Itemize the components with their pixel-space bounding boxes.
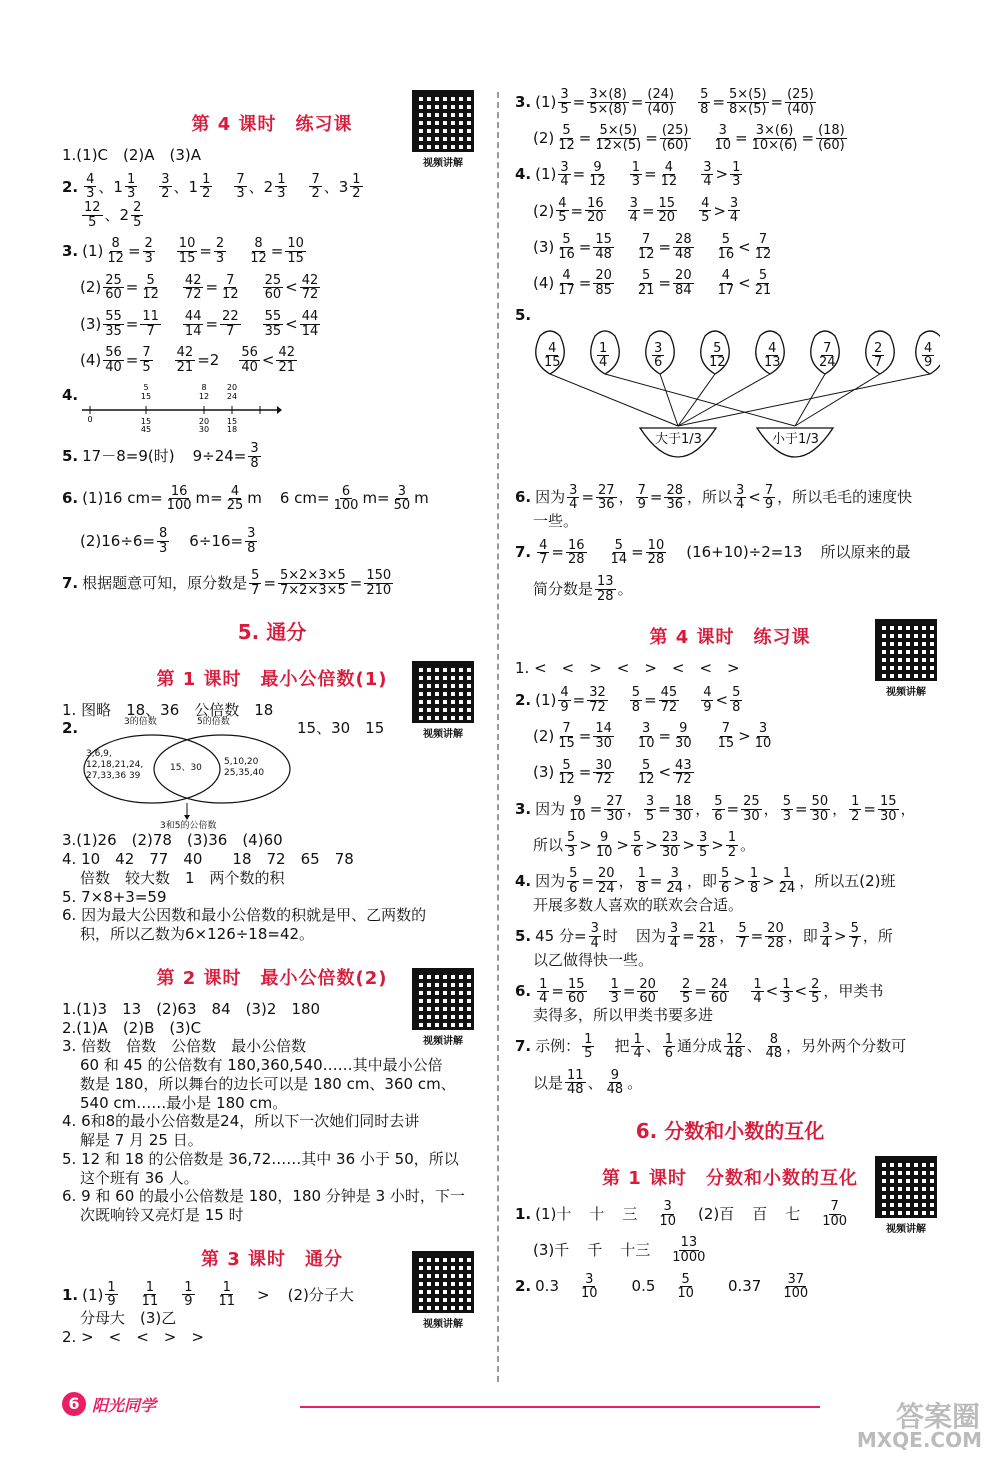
- answer-line: 2.(1)A (2)B (3)C: [62, 1018, 202, 1037]
- lesson-title: 第 1 课时 最小公倍数(1): [156, 668, 388, 690]
- answer-line: 3.(1)26 (2)78 (3)36 (4)60: [62, 831, 283, 850]
- pear-fraction: $\frac{7}{24}$: [819, 340, 836, 371]
- answer-line: (2)16÷6= $\frac{8}{3}$ 6÷16= $\frac{3}{8}$: [80, 526, 256, 556]
- qr-code-block[interactable]: [875, 619, 937, 698]
- answer-line: (3) $\frac{5}{12}$ = $\frac{30}{72}$ $\frac{5}{12}$ < $\frac{43}{72}$: [533, 757, 692, 788]
- answer-line: 所以 $\frac{5}{3}$ > $\frac{9}{10}$ > $\frac{5}{6}$ > $\frac{23}{30}$ > $\frac{3}{5}$ > $\frac{1}{2}$ 。: [533, 830, 756, 860]
- svg-text:20: 20: [226, 383, 238, 393]
- watermark-url: MXQE.COM: [856, 1428, 982, 1452]
- pear-fraction: $\frac{4}{9}$: [924, 340, 933, 371]
- qr-code-icon[interactable]: [412, 1251, 474, 1313]
- answer-line: $\frac{12}{5}$ 、2 $\frac{2}{5}$: [84, 200, 142, 230]
- answer-line: 5. 45 分= $\frac{3}{4}$ 时 因为 $\frac{3}{4}$ = $\frac{21}{28}$ ， $\frac{5}{7}$ = $\frac{20}{28}$ ，即 $\frac{3}{4}$ > $\frac{5}{7}$ ，所: [515, 921, 893, 952]
- bowl-greater-label: 大于1/3: [655, 431, 702, 447]
- answer-line: 以是 $\frac{11}{48}$ 、 $\frac{9}{48}$ 。: [533, 1067, 643, 1098]
- answer-line: 5. 7×8+3=59: [62, 887, 167, 906]
- answer-line: 1. 图略 18、36 公倍数 18: [62, 700, 274, 719]
- answer-line: 解是 7 月 25 日。: [80, 1131, 203, 1150]
- pear-fraction: $\frac{4}{15}$: [544, 340, 561, 371]
- answer-line: (3) $\frac{5}{16}$ = $\frac{15}{48}$ $\frac{7}{12}$ = $\frac{28}{48}$ $\frac{5}{16}$ < $\frac{7}{12}$: [533, 232, 772, 262]
- svg-text:15: 15: [140, 392, 152, 402]
- answer-line: 6. $\frac{1}{4}$ = $\frac{15}{60}$ $\frac{1}{3}$ = $\frac{20}{60}$ $\frac{2}{5}$ = $\frac{24}{60}$ $\frac{1}{4}$ < $\frac{1}{3}$ < $\frac{2}{5}$ ，甲类书: [515, 976, 884, 1007]
- answer-line: 以乙做得快一些。: [533, 950, 654, 969]
- qr-label: 视频讲解: [423, 728, 463, 740]
- answer-line: (3) $\frac{55}{35}$ = $\frac{11}{7}$ $\frac{44}{14}$ = $\frac{22}{7}$ $\frac{55}{35}$ < $\frac{44}{14}$: [80, 308, 319, 339]
- answer-line: (2) $\frac{5}{12}$ = $\frac{5\times(5)}{12\times(5)}$ = $\frac{(25)}{(60)}$ $\frac{3}{10}$ = $\frac{3\times(6)}{10\times(6)}$ = $\frac{(18)}{(60)}$: [533, 123, 845, 153]
- svg-text:45: 45: [140, 425, 152, 435]
- svg-text:0: 0: [87, 415, 93, 425]
- qr-code-icon[interactable]: [412, 90, 474, 152]
- svg-text:18: 18: [226, 425, 238, 435]
- answer-line: 积，所以乙数为6×126÷18=42。: [80, 925, 315, 944]
- svg-text:30: 30: [198, 425, 210, 435]
- qr-label: 视频讲解: [423, 158, 463, 169]
- lesson-block: [515, 623, 945, 699]
- qr-code-icon[interactable]: [875, 619, 937, 681]
- answer-line: 6. 9 和 60 的最小公倍数是 180，180 分钟是 3 小时，下一: [62, 1187, 465, 1206]
- answer-line: 7. 根据题意可知，原分数是 $\frac{5}{7}$ = $\frac{5\times 2\times 3\times 5}{7\times 2\times 3\times 5}$ = $\frac{150}{210}$: [62, 568, 392, 598]
- answer-line: 1.(1)3 13 (2)63 84 (3)2 180: [62, 999, 321, 1018]
- footer-line: [300, 1406, 820, 1408]
- page-number: 6: [62, 1392, 86, 1416]
- svg-text:5: 5: [143, 383, 149, 393]
- qr-code-block[interactable]: [875, 1156, 937, 1235]
- section-title: 6. 分数和小数的互化: [635, 1119, 825, 1144]
- qr-code-icon[interactable]: [412, 968, 474, 1030]
- watermark: 答案圈: [895, 1400, 980, 1433]
- answer-line: 540 cm……最小是 180 cm。: [80, 1093, 288, 1112]
- answer-line: 卖得多，所以甲类书要多进: [533, 1005, 714, 1024]
- pear-fraction: $\frac{3}{6}$: [654, 340, 663, 371]
- answer-line: 这个班有 36 人。: [80, 1168, 199, 1187]
- svg-text:8: 8: [201, 383, 207, 393]
- answer-line: 一些。: [533, 511, 579, 530]
- answer-line: 2. 0.3 $\frac{3}{10}$ 0.5 $\frac{5}{10}$ 0.37 $\frac{37}{100}$: [515, 1271, 809, 1302]
- answer-line: 2. $\frac{4}{3}$ 、1 $\frac{1}{3}$ $\frac{3}{2}$ 、1 $\frac{1}{2}$ $\frac{7}{3}$ 、2 $\frac{1}{3}$ $\frac{7}{2}$ 、3 $\frac{1}{2}$: [62, 171, 361, 202]
- answer-line: 60 和 45 的公倍数有 180,360,540……其中最小公倍: [80, 1056, 443, 1075]
- answer-line: 4. 10 42 77 40 18 72 65 78: [62, 850, 354, 869]
- answer-line: (4) $\frac{4}{17}$ = $\frac{20}{85}$ $\frac{5}{21}$ = $\frac{20}{84}$ $\frac{4}{17}$ < $\frac{5}{21}$: [533, 268, 772, 299]
- pear-fraction: $\frac{4}{13}$: [764, 340, 781, 371]
- svg-text:12: 12: [198, 392, 210, 402]
- page-footer: [62, 1392, 156, 1416]
- qr-label: 视频讲解: [886, 687, 926, 699]
- lesson-title: 第 1 课时 分数和小数的互化: [601, 1168, 859, 1190]
- answer-line: 6. (1)16 cm= $\frac{16}{100}$ m= $\frac{4}{25}$ m 6 cm= $\frac{6}{100}$ m= $\frac{3}{50}$ m: [62, 483, 429, 514]
- lesson-title: 第 3 课时 通分: [200, 1248, 344, 1270]
- pear-fraction: $\frac{1}{4}$: [599, 340, 608, 371]
- answer-line: 1. (1)十 十 三 $\frac{3}{10}$ (2)百 百 七 $\frac{7}{100}$: [515, 1199, 848, 1229]
- answer-line: 3. 倍数 倍数 公倍数 最小公倍数: [62, 1037, 307, 1056]
- left-column: [62, 88, 482, 1347]
- qr-code-block[interactable]: [412, 968, 474, 1047]
- answer-line: 开展多数人喜欢的联欢会合适。: [533, 895, 744, 914]
- answer-line: 分母大 (3)乙: [80, 1309, 177, 1328]
- answer-line: 2. (1) $\frac{4}{9}$ = $\frac{32}{72}$ $\frac{5}{8}$ = $\frac{45}{72}$ $\frac{4}{9}$ < $\frac{5}{8}$: [515, 685, 741, 715]
- answer-line: 4. 因为 $\frac{5}{6}$ = $\frac{20}{24}$ ， $\frac{1}{8}$ = $\frac{3}{24}$ ，即 $\frac{5}{6}$ > $\frac{1}{8}$ > $\frac{1}{24}$ ，所以五(2)班: [515, 866, 896, 897]
- svg-text:15: 15: [226, 417, 238, 427]
- answer-line: 7. 示例： $\frac{1}{5}$ 把 $\frac{1}{4}$ 、 $\frac{1}{6}$ 通分成 $\frac{12}{48}$ 、 $\frac{8}{48}$ ，另外两个分数可: [515, 1031, 907, 1062]
- brand-logo: 阳光同学: [92, 1395, 157, 1415]
- number-line: [82, 382, 282, 434]
- qr-code-icon[interactable]: [875, 1156, 937, 1218]
- qr-code-block[interactable]: [412, 90, 474, 169]
- pear-fraction: $\frac{5}{12}$: [709, 340, 726, 371]
- pear-fraction: $\frac{2}{7}$: [874, 340, 883, 371]
- right-column: [515, 88, 945, 1301]
- answer-line: 2. 3的倍数 5的倍数 3,6,9, 12,18,21,24, 27,33,36 39 15、30 5,10,20 25,35,40 3和5的公倍数 15、30 15: [62, 717, 385, 832]
- answer-line: 次既响铃又亮灯是 15 时: [80, 1206, 244, 1225]
- answer-line: 2. > < < > >: [62, 1327, 204, 1346]
- bowl-less-label: 小于1/3: [772, 431, 819, 447]
- qr-label: 视频讲解: [423, 1035, 463, 1047]
- answer-line: 6. 因为 $\frac{3}{4}$ = $\frac{27}{36}$ ， $\frac{7}{9}$ = $\frac{28}{36}$ ，所以 $\frac{3}{4}$ < $\frac{7}{9}$ ，所以毛毛的速度快: [515, 482, 913, 513]
- svg-text:20: 20: [198, 417, 210, 427]
- answer-line: 1. (1) $\frac{1}{9}$ $\frac{1}{11}$ $\frac{1}{9}$ $\frac{1}{11}$ > (2)分子大: [62, 1279, 354, 1310]
- answer-line: (2) $\frac{7}{15}$ = $\frac{14}{30}$ $\frac{3}{10}$ = $\frac{9}{30}$ $\frac{7}{15}$ > $\frac{3}{10}$: [533, 721, 772, 751]
- answer-line: (4) $\frac{56}{40}$ = $\frac{7}{5}$ $\frac{42}{21}$ =2 $\frac{56}{40}$ < $\frac{42}{21}$: [80, 345, 295, 375]
- section-title: 5. 通分: [237, 619, 307, 644]
- column-divider: [497, 92, 499, 1382]
- answer-line: 3. (1) $\frac{8}{12}$ = $\frac{2}{3}$ $\frac{10}{15}$ = $\frac{2}{3}$ $\frac{8}{12}$ = $\frac{10}{15}$: [62, 236, 304, 266]
- answer-line: 数是 180，所以舞台的边长可以是 180 cm、360 cm、: [80, 1074, 456, 1093]
- lesson-title: 第 2 课时 最小公倍数(2): [156, 967, 388, 989]
- answer-line: 4. 0 5 15 15 45 8 12 20 30 20 24 15 18: [62, 382, 482, 434]
- answer-line: (2) $\frac{4}{5}$ = $\frac{16}{20}$ $\frac{3}{4}$ = $\frac{15}{20}$ $\frac{4}{5}$ > $\frac{3}{4}$: [533, 195, 739, 226]
- svg-text:24: 24: [226, 392, 238, 402]
- lesson-title: 第 4 课时 练习课: [649, 627, 811, 649]
- answer-line: 4. 6和8的最小公倍数是24，所以下一次她们同时去讲: [62, 1112, 420, 1131]
- answer-line: 4. (1) $\frac{3}{4}$ = $\frac{9}{12}$ $\frac{1}{3}$ = $\frac{4}{12}$ $\frac{3}{4}$ > $\frac{1}{3}$: [515, 159, 741, 190]
- answer-line: 简分数是 $\frac{13}{28}$ 。: [533, 574, 633, 604]
- qr-code-icon[interactable]: [412, 661, 474, 723]
- svg-text:15: 15: [140, 417, 152, 427]
- qr-code-block[interactable]: [412, 1251, 474, 1330]
- answer-line: 5. 17－8=9(时) 9÷24= $\frac{3}{8}$: [62, 441, 259, 472]
- answer-line: 3. 因为 $\frac{9}{10}$ = $\frac{27}{30}$ ， $\frac{3}{5}$ = $\frac{18}{30}$ ， $\frac{5}{6}$ = $\frac{25}{30}$ ， $\frac{5}{3}$ = $\frac{50}{30}$ ， $\frac{1}{2}$ = $\frac{15}{30}$ ，: [515, 793, 916, 824]
- qr-label: 视频讲解: [886, 1224, 926, 1236]
- answer-line: 1. < < > < > < < >: [515, 659, 740, 678]
- answer-line: (3)千 千 十三 $\frac{13}{1000}$: [533, 1235, 706, 1266]
- answer-line: 5. $\frac{4}{15}$ $\frac{1}{4}$ $\frac{3}{6}$ $\frac{5}{12}$ $\frac{4}{13}$ $\frac{7}{24}$ $\frac{2}{7}$ $\frac{4}{9}$ 大于1/3 小于1/3: [515, 306, 945, 476]
- answer-line: (2) $\frac{25}{60}$ = $\frac{5}{12}$ $\frac{42}{72}$ = $\frac{7}{12}$ $\frac{25}{60}$ < $\frac{42}{72}$: [80, 272, 319, 303]
- answer-line: 7. $\frac{4}{7}$ = $\frac{16}{28}$ $\frac{5}{14}$ = $\frac{10}{28}$ (16+10)÷2=13 所以原来的最: [515, 537, 911, 568]
- answer-line: 1.(1)C (2)A (3)A: [62, 146, 202, 164]
- answer-line: 3. (1) $\frac{3}{5}$ = $\frac{3\times(8)}{5\times(8)}$ = $\frac{(24)}{(40)}$ $\frac{5}{8}$ = $\frac{5\times(5)}{8\times(5)}$ = $\frac{(25)}{(40)}$: [515, 87, 814, 117]
- answer-line: 倍数 较大数 1 两个数的积: [80, 868, 285, 887]
- answer-line: 6. 因为最大公因数和最小公倍数的积就是甲、乙两数的: [62, 906, 427, 925]
- qr-label: 视频讲解: [423, 1318, 463, 1330]
- answer-line: 5. 12 和 18 的公倍数是 36,72……其中 36 小于 50，所以: [62, 1149, 459, 1168]
- lesson-title: 第 4 课时 练习课: [191, 114, 353, 135]
